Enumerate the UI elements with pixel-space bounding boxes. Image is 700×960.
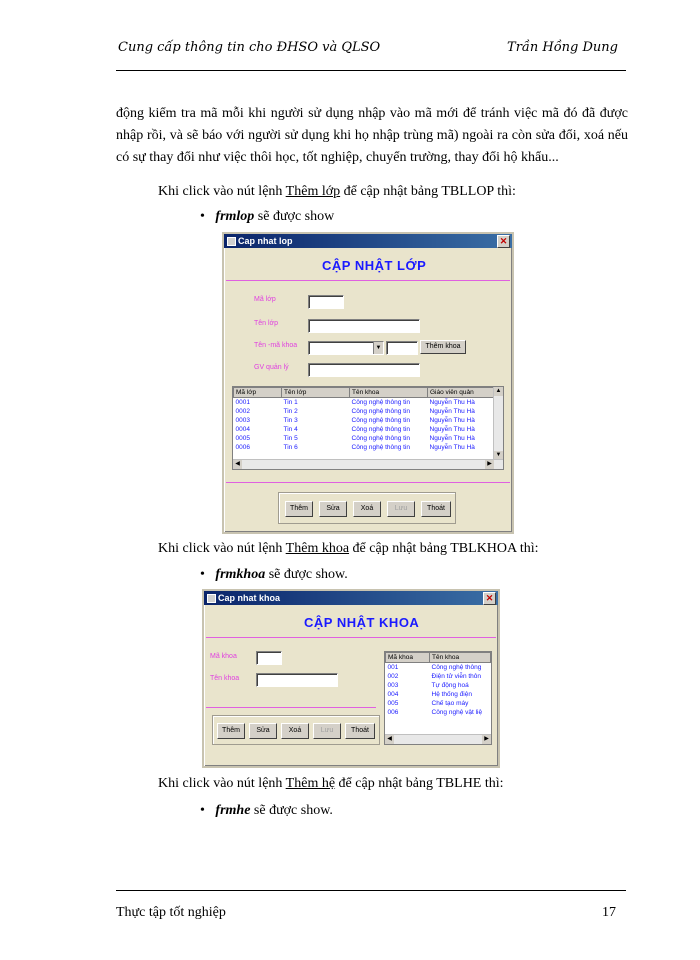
bullet-1	[200, 209, 334, 225]
instruction-3	[158, 776, 504, 792]
ten-lop-input[interactable]	[308, 319, 420, 333]
button-bar	[212, 715, 380, 745]
table-cell: Tin 4	[283, 426, 298, 433]
table-cell: Điện tử viễn thôn	[431, 673, 482, 680]
bullet-dot: •	[200, 567, 216, 582]
table-cell: Nguyễn Thu Hà	[429, 435, 475, 442]
divider	[226, 280, 510, 281]
form-heading: CẬP NHẬT LỚP	[322, 258, 427, 273]
thoat-button[interactable]: Thoát	[345, 723, 375, 739]
table-cell: Công nghệ thông tin	[351, 435, 411, 442]
instruction-2	[158, 541, 539, 557]
table-row[interactable]	[386, 690, 491, 699]
window-cap-nhat-khoa	[202, 589, 500, 768]
titlebar	[204, 591, 498, 605]
ten-khoa-input[interactable]	[256, 673, 338, 687]
label-ma-lop: Mã lớp	[254, 296, 276, 303]
label-ten-ma-khoa: Tên -mã khoa	[254, 342, 298, 349]
instruction-1-post: để cập nhật bảng TBLLOP thì:	[340, 184, 516, 199]
bullet-dot: •	[200, 209, 216, 224]
xoa-button[interactable]: Xoá	[281, 723, 309, 739]
label-ma-khoa: Mã khoa	[210, 653, 237, 660]
table-cell: Công nghệ thông	[431, 664, 482, 671]
table-row[interactable]	[386, 663, 491, 673]
scroll-right-icon[interactable]: ▶	[485, 460, 494, 469]
footer-left: Thực tập tốt nghiệp	[116, 905, 226, 920]
table-cell: Chế tạo máy	[431, 700, 469, 707]
table-cell: Nguyễn Thu Hà	[429, 426, 475, 433]
table-cell: Công nghệ thông tin	[351, 399, 411, 406]
scroll-left-icon[interactable]: ◀	[385, 735, 394, 744]
button-bar	[278, 492, 456, 524]
sua-button[interactable]: Sửa	[319, 501, 347, 517]
window-icon	[207, 594, 216, 603]
lop-grid[interactable]	[232, 386, 504, 470]
sua-button[interactable]: Sửa	[249, 723, 277, 739]
vertical-scrollbar[interactable]	[493, 387, 503, 460]
column-header[interactable]: Tên lớp	[282, 388, 350, 398]
table-cell: Tin 6	[283, 444, 298, 451]
instruction-1-pre: Khi click vào nút lệnh	[158, 184, 286, 199]
instruction-1	[158, 184, 516, 200]
column-header[interactable]: Mã khoa	[386, 653, 430, 663]
form-name-frmhe: frmhe	[215, 803, 251, 818]
scroll-left-icon[interactable]: ◀	[233, 460, 242, 469]
instruction-3-pre: Khi click vào nút lệnh	[158, 776, 286, 791]
horizontal-scrollbar[interactable]	[233, 459, 503, 469]
window-title: Cap nhat khoa	[218, 593, 281, 603]
xoa-button[interactable]: Xoá	[353, 501, 381, 517]
table-cell: 0005	[235, 435, 250, 442]
them-button[interactable]: Thêm	[217, 723, 245, 739]
column-header[interactable]: Mã lớp	[234, 388, 282, 398]
link-them-lop: Thêm lớp	[285, 184, 341, 199]
table-row[interactable]	[386, 708, 491, 717]
table-cell: Tin 2	[283, 408, 298, 415]
table-row[interactable]	[234, 398, 503, 408]
luu-button[interactable]: Lưu	[313, 723, 341, 739]
window-icon	[227, 237, 236, 246]
close-button[interactable]: ✕	[497, 235, 510, 248]
scroll-down-icon[interactable]: ▼	[495, 452, 502, 458]
form-name-frmlop: frmlop	[215, 209, 255, 224]
table-cell: 006	[387, 709, 399, 716]
khoa-combo[interactable]	[308, 341, 384, 355]
table-cell: 001	[387, 664, 399, 671]
horizontal-scrollbar[interactable]	[385, 734, 491, 744]
bullet-3-text: sẽ được show.	[250, 803, 333, 818]
them-button[interactable]: Thêm	[285, 501, 313, 517]
ma-lop-input[interactable]	[308, 295, 344, 309]
table-cell: Tin 1	[283, 399, 298, 406]
bullet-dot: •	[200, 803, 216, 818]
form-heading: CẬP NHẬT KHOA	[304, 615, 420, 630]
table-cell: 0004	[235, 426, 250, 433]
link-them-khoa: Thêm khoa	[285, 541, 350, 556]
table-cell: 004	[387, 691, 399, 698]
column-header[interactable]: Tên khoa	[350, 388, 428, 398]
table-cell: Tự động hoá	[431, 682, 469, 689]
table-row[interactable]	[234, 416, 503, 425]
thoat-button[interactable]: Thoát	[421, 501, 451, 517]
window-cap-nhat-lop	[222, 232, 514, 534]
gv-quan-ly-input[interactable]	[308, 363, 420, 377]
table-cell: Công nghệ thông tin	[351, 417, 411, 424]
table-cell: Nguyễn Thu Hà	[429, 408, 475, 415]
luu-button[interactable]: Lưu	[387, 501, 415, 517]
table-cell: Hệ thống điện	[431, 691, 472, 698]
ma-khoa-input[interactable]	[386, 341, 418, 355]
instruction-2-post: để cập nhật bảng TBLKHOA thì:	[349, 541, 539, 556]
table-cell: 0003	[235, 417, 250, 424]
table-row[interactable]	[386, 699, 491, 708]
column-header[interactable]: Tên khoa	[430, 653, 491, 663]
table-row[interactable]	[234, 443, 503, 452]
table-cell: 0006	[235, 444, 250, 451]
table-cell: Nguyễn Thu Hà	[429, 399, 475, 406]
table-cell: Công nghệ thông tin	[351, 408, 411, 415]
footer-rule	[116, 890, 626, 891]
table-row[interactable]	[234, 425, 503, 434]
instruction-2-pre: Khi click vào nút lệnh	[158, 541, 286, 556]
paragraph-1: động kiểm tra mã mỗi khi người sử dụng nhập vào mã mới để tránh việc mã đó đã được nhập rồi, và sẽ báo với người sử dụng khi họ nhập trùng mã) ngoài ra còn sửa đổi, xoá nếu có sự thay đổi như việc thôi học, tốt nghiệp, chuyển trường, thay đổi hộ khẩu...	[116, 106, 628, 165]
label-ten-lop: Tên lớp	[254, 320, 279, 327]
table-row[interactable]	[386, 681, 491, 690]
table-cell: Công nghệ vật liệ	[431, 709, 483, 716]
titlebar	[224, 234, 512, 248]
bullet-1-text: sẽ được show	[254, 209, 335, 224]
table-cell: 005	[387, 700, 399, 707]
table-cell: 0001	[235, 399, 250, 406]
bullet-3	[200, 803, 333, 819]
form-name-frmkhoa: frmkhoa	[215, 567, 266, 582]
table-row[interactable]	[234, 434, 503, 443]
bullet-2	[200, 567, 348, 583]
table-cell: 003	[387, 682, 399, 689]
ma-khoa-input[interactable]	[256, 651, 282, 665]
table-row[interactable]	[234, 407, 503, 416]
scroll-right-icon[interactable]: ▶	[482, 735, 491, 744]
table-cell: Nguyễn Thu Hà	[429, 444, 475, 451]
table-cell: Tin 5	[283, 435, 298, 442]
column-header[interactable]: Giáo viên quản	[428, 388, 503, 398]
label-ten-khoa: Tên khoa	[210, 675, 240, 682]
table-cell: Công nghệ thông tin	[351, 444, 411, 451]
window-title: Cap nhat lop	[238, 236, 293, 246]
label-gv-quan-ly: GV quản lý	[254, 364, 289, 371]
table-cell: 0002	[235, 408, 250, 415]
header-left: Cung cấp thông tin cho ĐHSO và QLSO	[118, 40, 381, 55]
bullet-2-text: sẽ được show.	[265, 567, 348, 582]
instruction-3-post: để cập nhật bảng TBLHE thì:	[335, 776, 504, 791]
table-cell: Công nghệ thông tin	[351, 426, 411, 433]
link-them-he: Thêm hệ	[285, 776, 336, 791]
table-row[interactable]	[386, 672, 491, 681]
divider	[206, 637, 496, 638]
them-khoa-button[interactable]: Thêm khoa	[420, 340, 466, 354]
header-rule	[116, 70, 626, 71]
table-cell: Nguyễn Thu Hà	[429, 417, 475, 424]
table-cell: 002	[387, 673, 399, 680]
chevron-down-icon[interactable]: ▼	[373, 342, 383, 354]
table-cell: Tin 3	[283, 417, 298, 424]
scroll-up-icon[interactable]: ▲	[495, 388, 502, 394]
page-number: 17	[602, 905, 616, 920]
divider	[226, 482, 510, 483]
khoa-grid[interactable]	[384, 651, 492, 745]
header-right: Trần Hồng Dung	[507, 40, 618, 55]
divider	[206, 707, 376, 708]
close-button[interactable]: ✕	[483, 592, 496, 605]
